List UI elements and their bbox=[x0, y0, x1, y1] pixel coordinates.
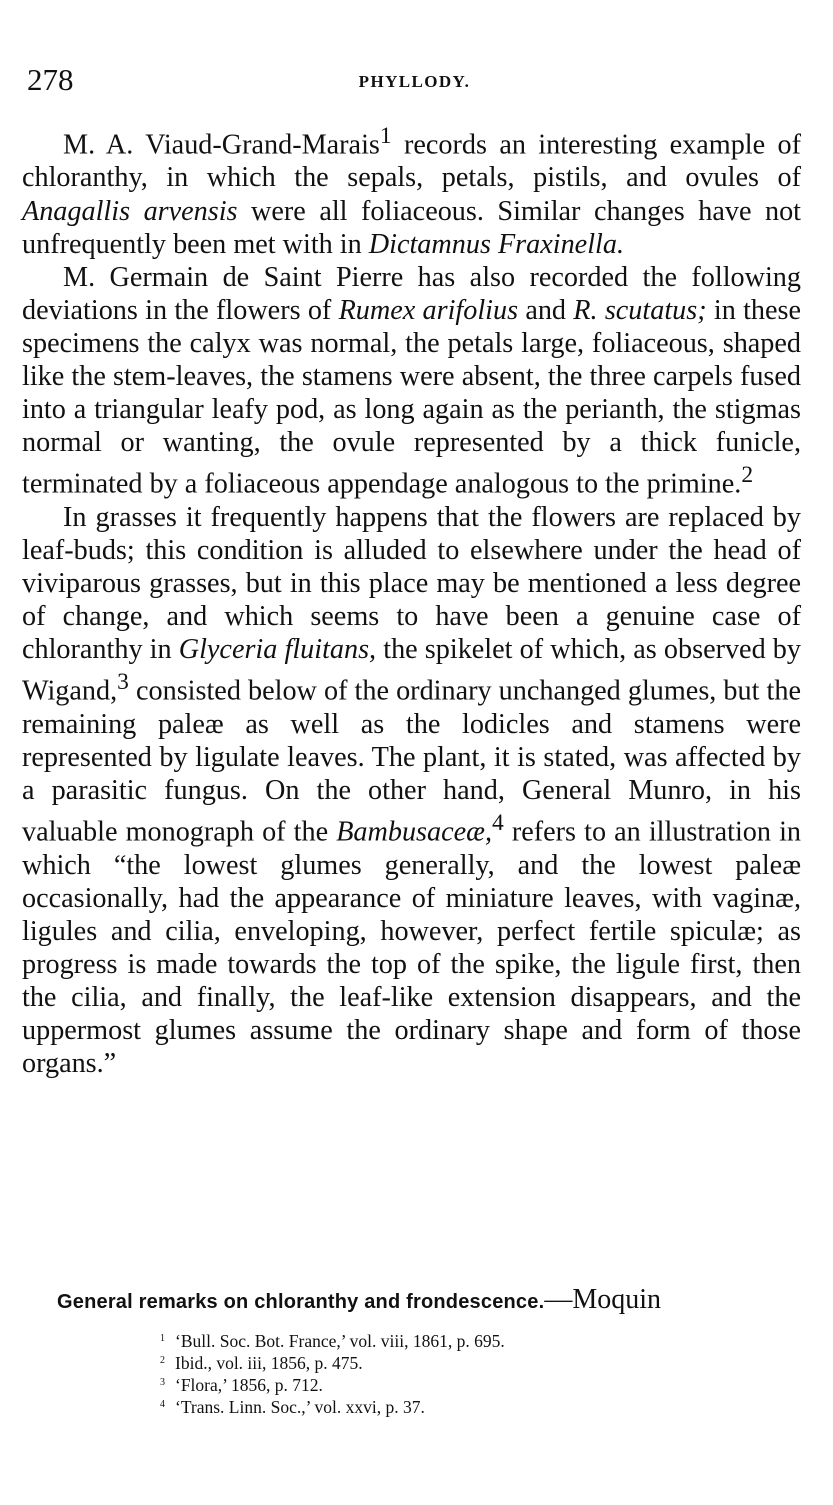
footnote-ref: 4 bbox=[492, 810, 504, 837]
body-text bbox=[22, 120, 801, 1080]
paragraph-3 bbox=[22, 501, 801, 1080]
text-run: were all foliaceous. Similar changes have not unfrequently been met with in bbox=[22, 195, 801, 260]
footnote-mark: 4 bbox=[160, 1399, 165, 1410]
footnote-3 bbox=[160, 1373, 780, 1395]
paragraph-2 bbox=[22, 261, 801, 501]
text-run: in these specimens the calyx was normal, the petals large, foliaceous, shaped like the stem-leaves, the stamens were absent, the three carpels fused into a triangular leafy pod, as long again as the perianth, the stigmas normal or wanting, the ovule represented by a thick funicle, terminated by a foliaceous appendage analogous to the primine. bbox=[22, 294, 801, 500]
footnote-ref: 1 bbox=[379, 123, 392, 149]
text-run: refers to an illustration in which “the lowest glumes generally, and the lowest paleæ occasionally, had the appearance of miniature leaves, with vaginæ, ligules and cilia, enveloping, however, perfect fertile spiculæ; as progress is made towards the top of the spike, the ligule first, then the cilia, and finally, the leaf-like extension disappears, and the uppermost glumes assume the ordinary shape and form of those organs.” bbox=[22, 816, 802, 1080]
text-run: consisted below of the ordinary unchanged glumes, but the remaining paleæ as well as the lodicles and stamens were represented by ligulate leaves. The plant, it is stated, was affected by a parasitic fungus. On the other hand, General Munro, in his valuable monograph of the bbox=[22, 675, 801, 848]
page-number: 278 bbox=[27, 62, 74, 97]
footnote-text: ‘Bull. Soc. Bot. France,’ vol. viii, 1861, p. 695. bbox=[175, 1331, 505, 1351]
footnote-mark: 3 bbox=[160, 1377, 165, 1388]
footnote-text: ‘Flora,’ 1856, p. 712. bbox=[175, 1375, 323, 1395]
footnotes bbox=[160, 1329, 780, 1417]
footnote-text: ‘Trans. Linn. Soc.,’ vol. xxvi, p. 37. bbox=[175, 1397, 425, 1417]
subheading-label: General remarks on chloranthy and frondescence. bbox=[57, 1291, 545, 1313]
footnote-1 bbox=[160, 1329, 780, 1351]
footnote-4 bbox=[160, 1395, 780, 1417]
species-name: Anagallis arvensis bbox=[22, 195, 238, 227]
footnote-ref: 3 bbox=[117, 669, 129, 696]
species-name: Dictamnus Fraxinella. bbox=[368, 228, 624, 260]
species-name: Rumex arifolius bbox=[338, 294, 519, 326]
text-run: records an interesting example of chloranthy, in which the sepals, petals, pistils, and ovules of bbox=[22, 129, 801, 194]
species-name: R. scutatus; bbox=[573, 294, 707, 326]
page-header bbox=[27, 62, 802, 102]
running-title: PHYLLODY. bbox=[358, 72, 471, 91]
species-name: Bambusaceæ, bbox=[336, 816, 492, 848]
text-run: and bbox=[518, 294, 574, 326]
footnote-mark: 1 bbox=[160, 1333, 165, 1344]
section-subheading bbox=[57, 1278, 801, 1324]
text-run: M. A. Viaud-Grand-Marais bbox=[63, 129, 380, 161]
subheading-continuation: —Moquin bbox=[544, 1284, 662, 1315]
text-run: the spikelet of which, as observed by Wigand, bbox=[22, 634, 801, 707]
footnote-text: Ibid., vol. iii, 1856, p. 475. bbox=[175, 1353, 363, 1373]
footnote-2 bbox=[160, 1351, 780, 1373]
species-name: Glyceria fluitans, bbox=[178, 634, 377, 666]
paragraph-1 bbox=[22, 120, 801, 261]
text-run: M. Germain de Saint Pierre has also recorded the following deviations in the flowers of bbox=[22, 261, 801, 326]
footnote-ref: 2 bbox=[741, 462, 754, 489]
footnote-mark: 2 bbox=[160, 1355, 165, 1366]
text-run: In grasses it frequently happens that the flowers are replaced by leaf-buds; this condition is alluded to elsewhere under the head of viviparous grasses, but in this place may be mentioned a less degree of change, and which seems to have been a genuine case of chloranthy in bbox=[22, 501, 801, 666]
